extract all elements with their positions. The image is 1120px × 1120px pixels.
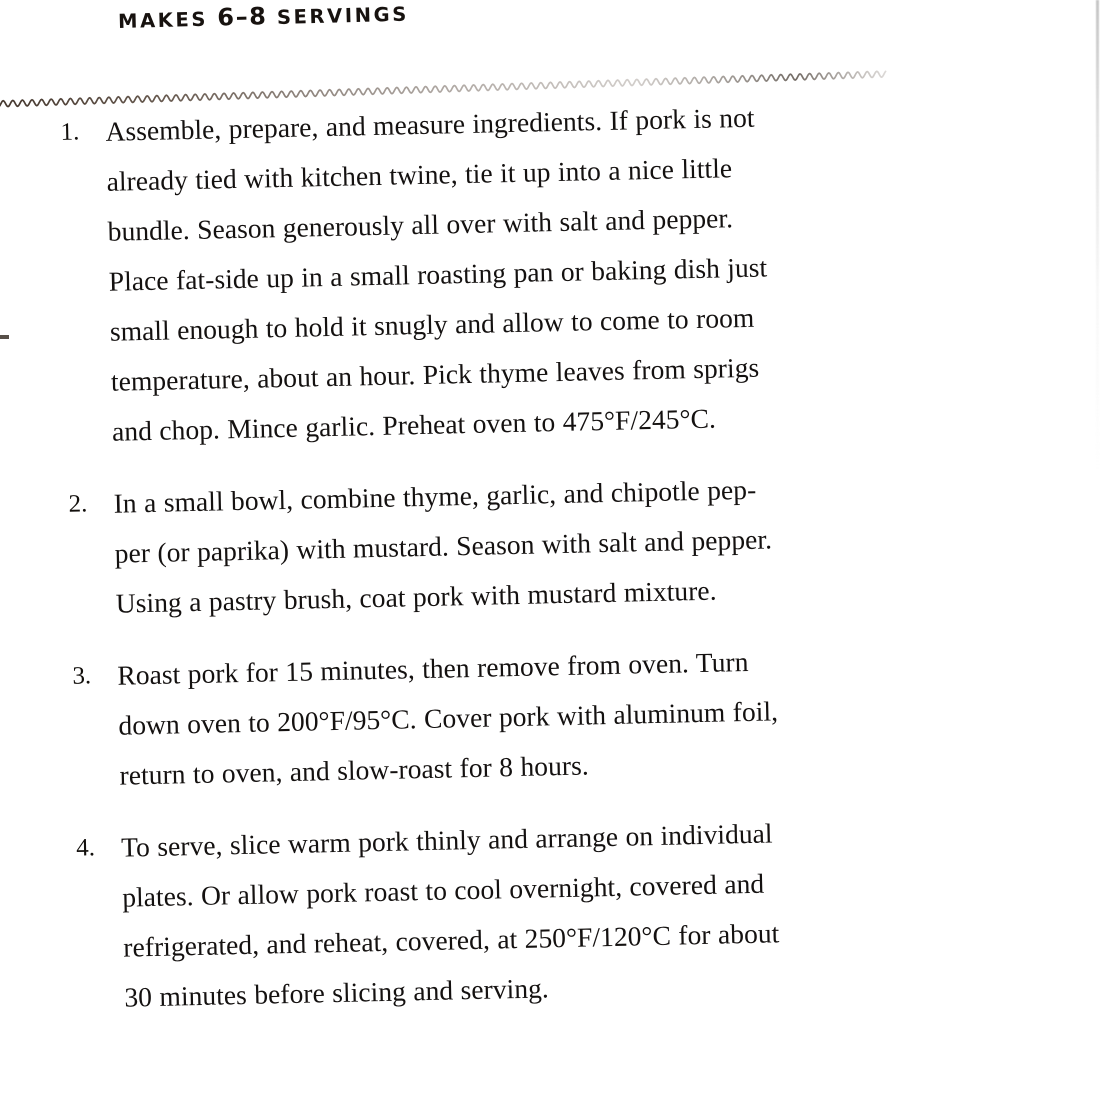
step-text <box>113 460 993 629</box>
step-text <box>117 632 997 801</box>
servings-label: SERVINGS <box>276 2 410 29</box>
step-text-line: return to oven, and slow-roast for 8 hours. <box>119 749 590 791</box>
step-number: 2. <box>68 490 88 518</box>
recipe-step <box>64 632 997 802</box>
recipe-step <box>60 460 993 630</box>
step-text-line: refrigerated, and reheat, covered, at 250°F/120°C for about <box>122 917 780 963</box>
step-number: 1. <box>60 118 80 146</box>
step-text <box>121 804 1002 1023</box>
step-text-line: per (or paprika) with mustard. Season with salt and pepper. <box>114 523 773 569</box>
makes-label: MAKES <box>117 7 209 33</box>
step-number: 3. <box>72 662 92 690</box>
step-text-line: In a small bowl, combine thyme, garlic, and chipotle pep- <box>113 473 757 519</box>
step-number: 4. <box>75 834 96 862</box>
recipe-step <box>68 804 1002 1024</box>
step-text-line: plates. Or allow pork roast to cool overnight, covered and <box>121 867 765 913</box>
step-text-line: Roast pork for 15 minutes, then remove from oven. Turn <box>117 645 749 691</box>
makes-servings-heading <box>118 0 409 34</box>
recipe-steps-list <box>52 88 1002 1046</box>
step-text-line: and chop. Mince garlic. Preheat oven to 475°F/245°C. <box>111 402 717 447</box>
step-text-line: down oven to 200°F/95°C. Cover pork with aluminum foil, <box>118 695 779 741</box>
step-text-line: To serve, slice warm pork thinly and arrange on individual <box>120 817 773 863</box>
step-text-line: Using a pastry brush, coat pork with mustard mixture. <box>115 574 717 619</box>
step-text-line: bundle. Season generously all over with salt and pepper. <box>107 202 734 247</box>
step-text-line: Place fat-side up in a small roasting pan or baking dish just <box>108 251 768 297</box>
step-text-line: temperature, about an hour. Pick thyme leaves from sprigs <box>110 351 760 397</box>
recipe-step <box>52 88 989 458</box>
step-text-line: small enough to hold it snugly and allow to come to room <box>109 301 755 347</box>
step-text-line: already tied with kitchen twine, tie it up into a nice little <box>106 152 733 197</box>
scan-artifact-speck <box>0 335 9 339</box>
step-text-line: 30 minutes before slicing and serving. <box>124 972 550 1013</box>
servings-count: 6–8 <box>216 2 268 32</box>
page-edge-shadow <box>1096 0 1099 470</box>
step-text-line: Assemble, prepare, and measure ingredients. If pork is not <box>105 101 755 147</box>
step-text <box>105 88 989 457</box>
